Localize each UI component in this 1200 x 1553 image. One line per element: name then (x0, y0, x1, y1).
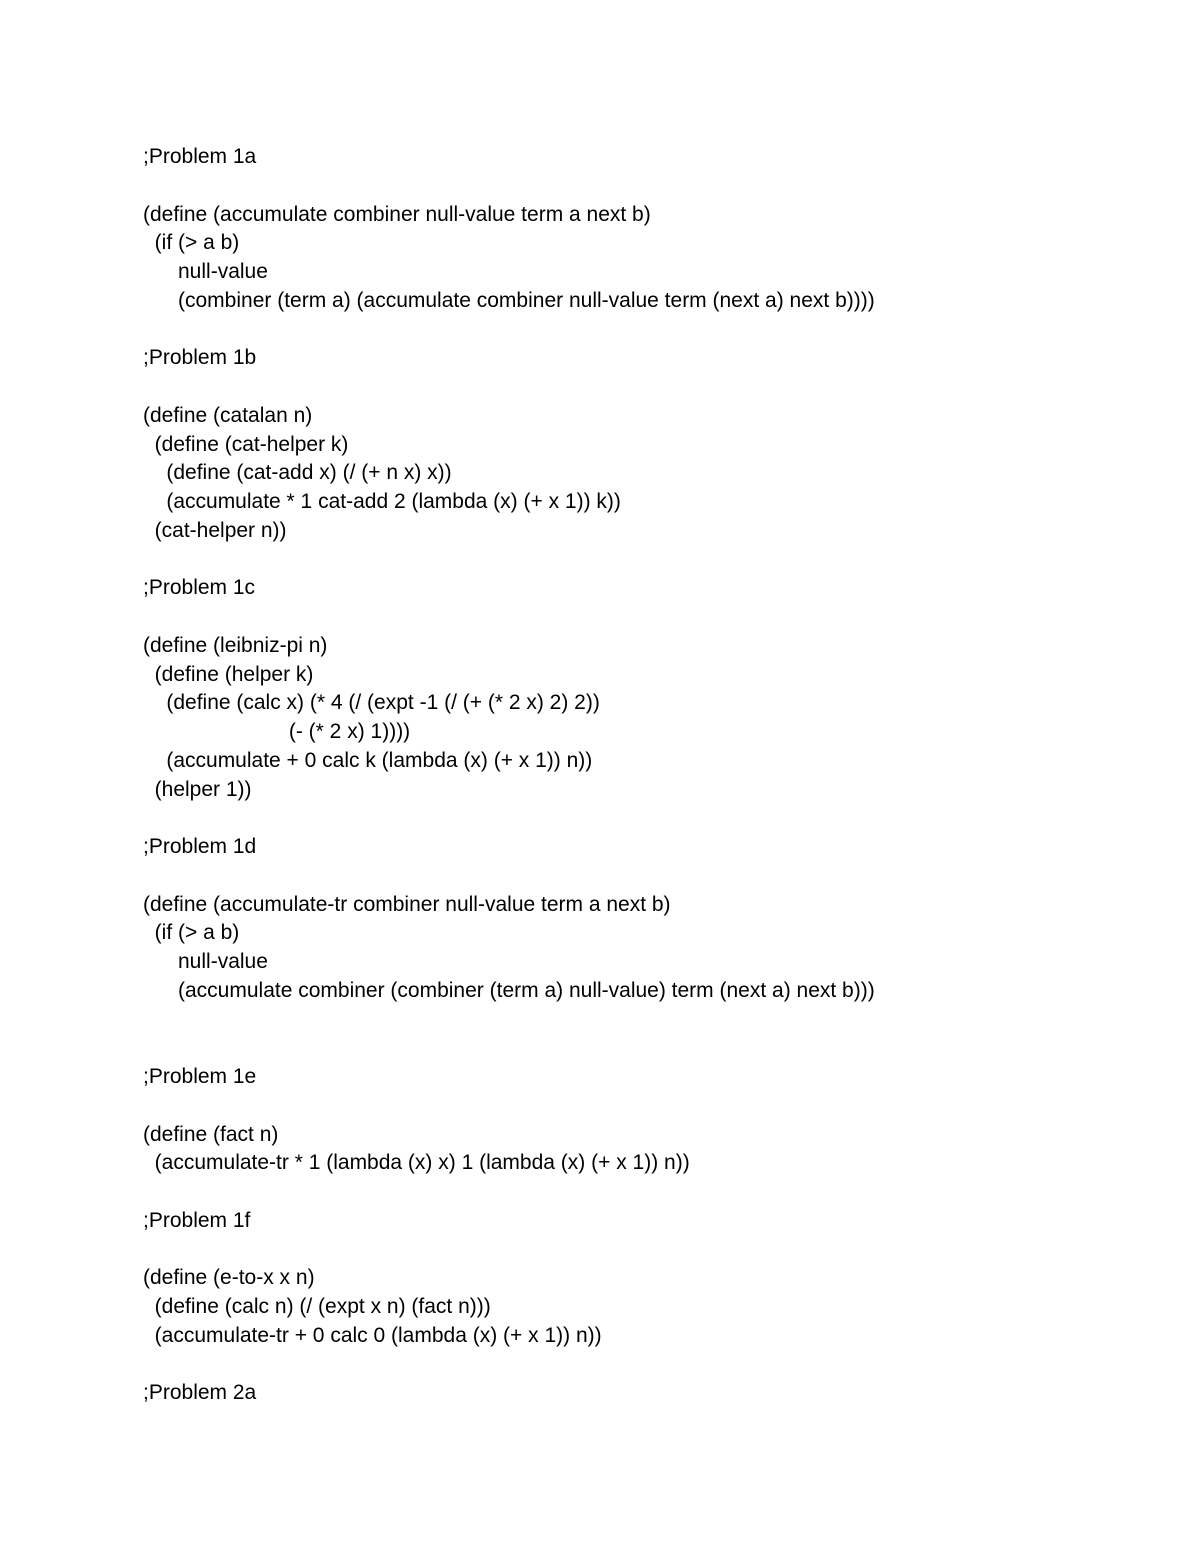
code-line: (- (* 2 x) 1)))) (143, 720, 411, 743)
blank-line (143, 373, 1143, 402)
code-line: (define (calc x) (* 4 (/ (expt -1 (/ (+ (* 2 x) 2) 2)) (143, 691, 600, 715)
code-line: (accumulate-tr + 0 calc 0 (lambda (x) (+ x 1)) n)) (143, 1323, 602, 1347)
code-line: (accumulate-tr * 1 (lambda (x) x) 1 (lambda (x) (+ x 1)) n)) (143, 1151, 690, 1175)
code-line: (define (cat-helper k) (143, 432, 349, 456)
code-line: (accumulate * 1 cat-add 2 (lambda (x) (+ x 1)) k)) (143, 490, 621, 513)
blank-line (143, 316, 1143, 345)
blank-line (143, 1178, 1143, 1207)
code-line: null-value (143, 950, 268, 973)
section-heading: ;Problem 1d (143, 835, 257, 858)
code-line: (define (accumulate-tr combiner null-value term a next b) (143, 892, 671, 916)
code-line: (define (calc n) (/ (expt x n) (fact n))) (143, 1295, 491, 1318)
section-heading: ;Problem 2a (143, 1381, 257, 1405)
code-line: (define (cat-add x) (/ (+ n x) x)) (143, 461, 452, 485)
section-heading: ;Problem 1e (143, 1065, 257, 1088)
code-line: (if (> a b) (143, 921, 240, 945)
blank-line (143, 1351, 1143, 1380)
code-line: (define (leibniz-pi n) (143, 633, 328, 657)
code-line: (define (catalan n) (143, 403, 313, 427)
blank-line (143, 546, 1143, 575)
blank-line (143, 603, 1143, 632)
blank-line (143, 172, 1143, 201)
code-line: (accumulate + 0 calc k (lambda (x) (+ x 1)) n)) (143, 748, 593, 772)
code-line: (define (fact n) (143, 1122, 279, 1146)
code-line: (if (> a b) (143, 231, 240, 255)
code-line: (cat-helper n)) (143, 518, 287, 542)
blank-line (143, 1034, 1143, 1063)
section-heading: ;Problem 1f (143, 1208, 251, 1232)
blank-line (143, 804, 1143, 833)
code-line: null-value (143, 260, 268, 283)
code-line: (combiner (term a) (accumulate combiner null-value term (next a) next b)))) (143, 288, 875, 312)
blank-line (143, 1092, 1143, 1121)
blank-line (143, 1236, 1143, 1265)
section-heading: ;Problem 1c (143, 576, 256, 600)
code-line: (helper 1)) (143, 777, 252, 801)
code-line: (define (e-to-x x n) (143, 1266, 315, 1290)
blank-line (143, 862, 1143, 891)
section-heading: ;Problem 1b (143, 346, 257, 370)
code-line: (define (helper k) (143, 662, 314, 686)
blank-line (143, 1006, 1143, 1035)
code-line: (accumulate combiner (combiner (term a) null-value) term (next a) next b))) (143, 978, 875, 1002)
section-heading: ;Problem 1a (143, 145, 257, 168)
code-line: (define (accumulate combiner null-value term a next b) (143, 202, 651, 226)
code-listing (143, 143, 1143, 1408)
